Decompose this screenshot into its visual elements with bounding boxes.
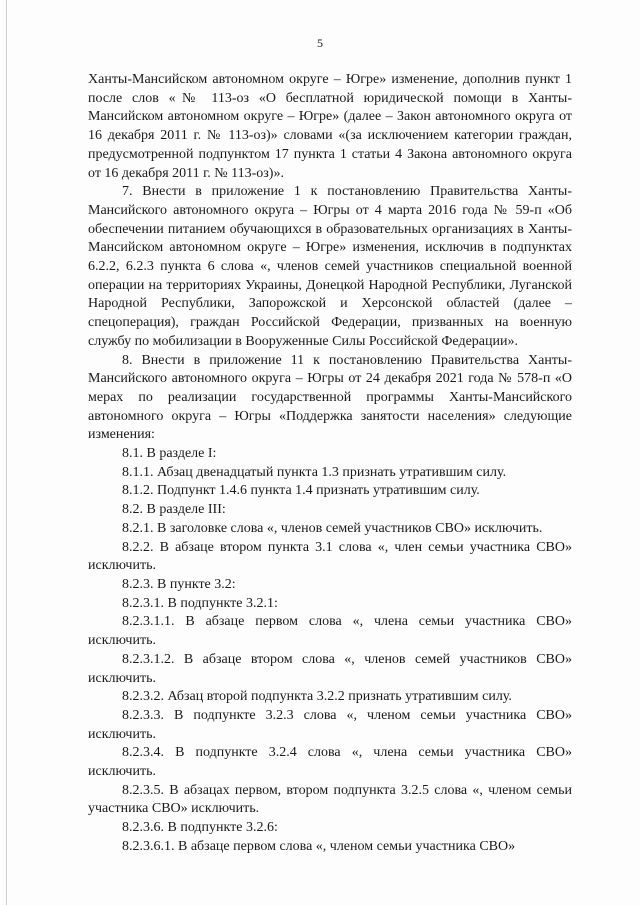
document-body [88,71,572,857]
paragraph-8-2-1: 8.2.1. В заголовке слова «, членов семей участников СВО» исключить. [122,520,543,536]
paragraph-8-1-1: 8.1.1. Абзац двенадцатый пункта 1.3 признать утратившим силу. [122,464,507,480]
paragraph-8-2-3: 8.2.3. В пункте 3.2: [122,576,236,592]
paragraph-item-8: 8. Внести в приложение 11 к постановлению Правительства Ханты-Мансийского автономного округа – Югры от 24 декабря 2021 года № 578-п «О мерах по реализации государственной программы Ханты-Мансийского автономного округа – Югры «Поддержка занятости населения» следующие изменения: [88,352,572,443]
paragraph-8-2-3-4: 8.2.3.4. В подпункте 3.2.4 слова «, члена семьи участника СВО» исключить. [88,745,572,780]
paragraph-8-2-3-6: 8.2.3.6. В подпункте 3.2.6: [122,820,278,836]
paragraph-8-2-3-3: 8.2.3.3. В подпункте 3.2.3 слова «, членом семьи участника СВО» исключить. [88,707,572,742]
paragraph-8-1-2: 8.1.2. Подпункт 1.4.6 пункта 1.4 признать утратившим силу. [122,483,480,499]
paragraph-8-1: 8.1. В разделе I: [122,446,217,462]
paragraph-8-2-2: 8.2.2. В абзаце втором пункта 3.1 слова «, член семьи участника СВО» исключить. [88,539,572,574]
paragraph-8-2-3-5: 8.2.3.5. В абзацах первом, втором подпункта 3.2.5 слова «, членом семьи участника СВО» исключить. [88,782,572,817]
page-number: 5 [317,36,323,50]
paragraph-8-2-3-1-2: 8.2.3.1.2. В абзаце втором слова «, членов семей участников СВО» исключить. [88,651,572,686]
paragraph-item-7: 7. Внести в приложение 1 к постановлению Правительства Ханты-Мансийского автономного округа – Югры от 4 марта 2016 года № 59-п «Об обеспечении питанием обучающихся в образовательных организациях в Ханты-Мансийском автономном округе – Югре» изменения, исключив в подпунктах 6.2.2, 6.2.3 пункта 6 слова «, членов семей участников специальной военной операции на территориях Украины, Донецкой Народной Республики, Луганской Народной Республики, Запорожской и Херсонской областей (далее – спецоперация), граждан Российской Федерации, призванных на военную службу по мобилизации в Вооруженные Силы Российской Федерации». [88,184,572,349]
paragraph-8-2-3-1-1: 8.2.3.1.1. В абзаце первом слова «, члена семьи участника СВО» исключить. [88,614,572,649]
paragraph-8-2-3-1: 8.2.3.1. В подпункте 3.2.1: [122,595,278,611]
paragraph-continuation: Ханты-Мансийском автономном округе – Югре» изменение, дополнив пункт 1 после слов «№ 113-оз «О бесплатной юридической помощи в Ханты-Мансийском автономном округе – Югре» (далее – Закон автономного округа от 16 декабря 2011 г. № 113-оз)» словами «(за исключением категории граждан, предусмотренной подпунктом 17 пункта 1 статьи 4 Закона автономного округа от 16 декабря 2011 г. № 113-оз)». [88,72,572,181]
paragraph-8-2-3-2: 8.2.3.2. Абзац второй подпункта 3.2.2 признать утратившим силу. [122,689,512,705]
paragraph-8-2: 8.2. В разделе III: [122,502,226,518]
paragraph-8-2-3-6-1: 8.2.3.6.1. В абзаце первом слова «, членом семьи участника СВО» [122,838,516,854]
scan-edge-line [6,0,7,905]
